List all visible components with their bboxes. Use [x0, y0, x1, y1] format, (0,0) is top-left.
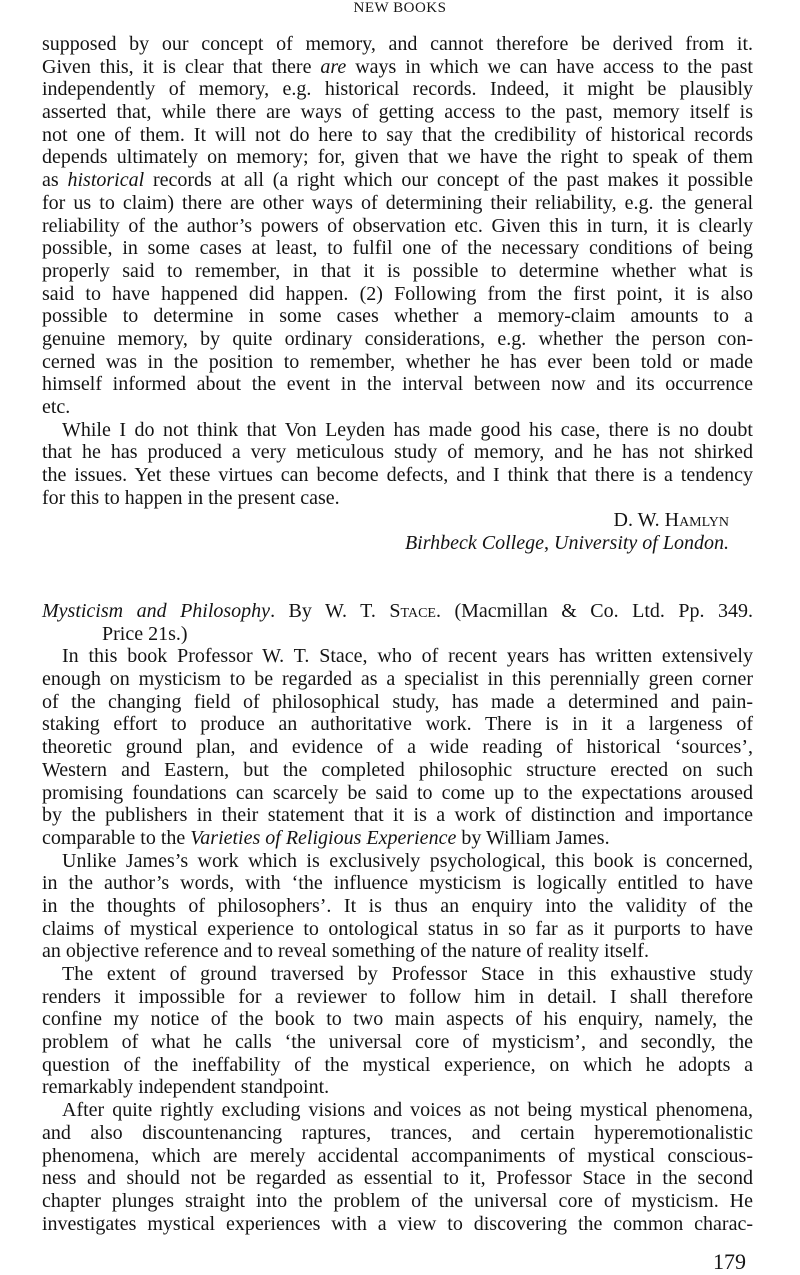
italic-text: Varieties of Religious Experience [190, 826, 457, 849]
text-segment: investigates mystical experiences with a view to discovering the common charac- [42, 1212, 753, 1235]
text-segment: question of the ineffability of the mystical experience, on which he adopts a [42, 1053, 753, 1076]
text-line [42, 804, 753, 827]
running-head: NEW BOOKS [353, 0, 447, 16]
text-line [42, 850, 753, 873]
line-content [42, 691, 753, 714]
text-segment: in the author’s words, with ‘the influence mysticism is logically entitled to have [42, 872, 753, 895]
text-segment: phenomena, which are merely accidental accompaniments of mystical conscious- [42, 1144, 753, 1167]
text-segment: While I do not think that Von Leyden has made good his case, there is no doubt [62, 418, 753, 441]
line-content [42, 487, 340, 510]
text-line [42, 305, 753, 328]
line-content [42, 804, 753, 827]
text-line [42, 124, 753, 147]
text-segment: possible to determine in some cases whether a memory-claim amounts to a [42, 305, 753, 328]
text-line [42, 464, 753, 487]
line-content [62, 1099, 753, 1122]
text-segment: Given this, it is clear that there [42, 55, 321, 78]
text-line [42, 260, 753, 283]
line-content [42, 1008, 753, 1031]
text-line [42, 487, 753, 510]
line-content [42, 328, 753, 351]
text-segment: chapter plunges straight into the problem of the universal core of mysticism. He [42, 1189, 753, 1212]
line-content [42, 101, 753, 124]
text-line [42, 283, 753, 306]
line-content [42, 237, 753, 260]
line-content [62, 963, 753, 986]
text-line [42, 78, 753, 101]
text-line [42, 351, 753, 374]
line-content [42, 283, 753, 306]
text-segment: independently of memory, e.g. historical records. Indeed, it might be plausibly [42, 78, 753, 101]
text-segment: cerned was in the position to remember, whether he has ever been told or made [42, 350, 753, 373]
italic-text: Mysticism and Philosophy [42, 600, 271, 622]
text-segment: and also discountenancing raptures, trances, and certain hyperemotionalistic [42, 1121, 753, 1144]
text-segment: not one of them. It will not do here to say that the credibility of historical records [42, 123, 753, 146]
text-segment: genuine memory, by quite ordinary considerations, e.g. whether the person con- [42, 327, 753, 350]
line-content [42, 1213, 753, 1236]
text-segment: etc. [42, 396, 71, 418]
text-segment: The extent of ground traversed by Professor Stace in this exhaustive study [62, 963, 753, 985]
text-segment: promising foundations can scarcely be said to come up to the expectations aroused [42, 781, 753, 804]
text-line [42, 1031, 753, 1054]
text-line [42, 1099, 753, 1122]
text-line [42, 1008, 753, 1031]
text-line [42, 441, 753, 464]
text-segment: in the thoughts of philosophers’. It is thus an enquiry into the validity of the [42, 894, 753, 917]
line-content [42, 940, 649, 963]
review-text [42, 33, 753, 509]
line-content [42, 1076, 329, 1099]
line-content [62, 850, 753, 873]
italic-text: historical [67, 169, 145, 192]
italic-text: are [320, 55, 347, 78]
reviewer-university: University of London. [554, 532, 729, 555]
line-content [42, 872, 753, 895]
text-segment: . By W. T. [270, 600, 390, 622]
line-content [42, 396, 70, 419]
text-segment: Western and Eastern, but the completed philosophic structure erected on such [42, 758, 753, 781]
review-stace-mysticism [42, 600, 753, 1235]
text-line [42, 759, 753, 782]
text-segment: claims of mystical experience to ontological status in so far as it purports to have [42, 917, 753, 940]
review-text [42, 600, 753, 1235]
text-segment: supposed by our concept of memory, and cannot therefore be derived from it. [42, 33, 753, 55]
line-content [42, 736, 753, 759]
text-line [42, 940, 753, 963]
text-segment: as [42, 169, 68, 192]
line-content [42, 1054, 753, 1077]
text-line [42, 691, 753, 714]
text-line [42, 623, 753, 646]
line-content [42, 895, 753, 918]
text-segment: himself informed about the event in the interval between now and its occurrence [42, 373, 753, 396]
text-line [42, 1167, 753, 1190]
text-line [42, 713, 753, 736]
reviewer-college: Birhbeck College [404, 532, 544, 555]
text-line [42, 1145, 753, 1168]
text-line [42, 668, 753, 691]
text-line [42, 169, 753, 192]
text-segment: problem of what he calls ‘the universal core of mysticism’, and secondly, the [42, 1031, 753, 1054]
text-line [42, 1122, 753, 1145]
text-line [42, 146, 753, 169]
reviewer-surname: Hamlyn [664, 509, 729, 532]
text-line [42, 56, 753, 79]
line-content [42, 169, 753, 192]
text-segment: by the publishers in their statement that it is a work of distinction and importance [42, 804, 753, 827]
line-content [42, 146, 753, 169]
text-line [42, 1076, 753, 1099]
reviewer-name [42, 509, 753, 532]
book-heading-line [42, 600, 753, 623]
text-segment: In this book Professor W. T. Stace, who of recent years has written extensively [62, 645, 753, 668]
line-content [42, 215, 753, 238]
text-segment: records at all (a right which our concept of the past makes it possible [144, 169, 753, 192]
line-content [42, 192, 753, 215]
text-segment: remarkably independent standpoint. [42, 1076, 330, 1099]
text-segment: that he has produced a very meticulous study of memory, and he has not shirked [42, 441, 753, 464]
text-line [42, 215, 753, 238]
text-line [42, 328, 753, 351]
text-segment: an objective reference and to reveal something of the nature of reality itself. [42, 940, 649, 963]
text-line [42, 1190, 753, 1213]
line-content [42, 464, 753, 487]
text-line [42, 986, 753, 1009]
review-hamlyn-conclusion [42, 33, 753, 555]
line-content [42, 1167, 753, 1190]
text-segment: depends ultimately on memory; for, given that we have the right to speak of them [42, 146, 753, 169]
line-content [42, 668, 753, 691]
line-content [42, 124, 753, 147]
text-line [42, 419, 753, 442]
line-content [42, 56, 753, 79]
text-segment: properly said to remember, in that it is possible to determine whether what is [42, 259, 753, 282]
page-number: 179 [713, 1249, 746, 1274]
line-content [42, 441, 753, 464]
reviewer-initials: D. W. [613, 509, 665, 532]
text-segment: . (Macmillan & Co. Ltd. Pp. 349. [435, 600, 753, 622]
line-content [42, 1122, 753, 1145]
text-segment: reliability of the author’s powers of observation etc. Given this in turn, it is clearly [42, 214, 753, 237]
text-segment: of the changing field of philosophical study, has made a determined and pain- [42, 690, 753, 713]
text-line [42, 237, 753, 260]
line-content [42, 373, 753, 396]
text-line [42, 373, 753, 396]
text-line [42, 895, 753, 918]
line-content [42, 782, 753, 805]
text-line [42, 963, 753, 986]
small-caps-name: Stace [389, 600, 436, 622]
text-segment: ness and should not be regarded as essential to it, Professor Stace in the second [42, 1167, 753, 1190]
line-content [62, 419, 753, 442]
line-content [42, 918, 753, 941]
affiliation-separator: , [544, 532, 554, 555]
line-content [42, 1190, 753, 1213]
text-segment: for this to happen in the present case. [42, 486, 340, 509]
text-segment: by William James. [456, 826, 610, 849]
line-content [42, 600, 753, 623]
line-content [102, 623, 188, 646]
line-content [42, 351, 753, 374]
text-segment: enough on mysticism to be regarded as a specialist in this perennially green corner [42, 668, 753, 691]
line-content [42, 78, 753, 101]
text-segment: Price 21s.) [102, 622, 188, 645]
line-content [42, 759, 753, 782]
text-line [42, 782, 753, 805]
line-content [42, 713, 753, 736]
text-line [42, 101, 753, 124]
text-segment: said to have happened did happen. (2) Following from the first point, it is also [42, 282, 753, 305]
line-content [42, 1145, 753, 1168]
line-content [42, 986, 753, 1009]
text-segment: the issues. Yet these virtues can become defects, and I think that there is a tendency [42, 464, 753, 487]
text-line [42, 192, 753, 215]
text-line [42, 736, 753, 759]
text-segment: comparable to the [42, 826, 191, 849]
text-line [42, 918, 753, 941]
text-segment: staking effort to produce an authoritative work. There is in it a largeness of [42, 713, 753, 736]
line-content [42, 827, 610, 850]
reviewer-affiliation [42, 532, 753, 555]
text-segment: renders it impossible for a reviewer to follow him in detail. I shall therefore [42, 985, 753, 1008]
text-segment: possible, in some cases at least, to fulfil one of the necessary conditions of being [42, 237, 753, 260]
text-line [42, 645, 753, 668]
text-line [42, 33, 753, 56]
line-content [42, 305, 753, 328]
text-line [42, 872, 753, 895]
text-segment: Unlike James’s work which is exclusively psychological, this book is concerned, [62, 849, 753, 872]
text-segment: ways in which we can have access to the past [346, 55, 753, 78]
text-line [42, 827, 753, 850]
line-content [62, 645, 753, 668]
text-line [42, 1054, 753, 1077]
line-content [42, 260, 753, 283]
text-segment: confine my notice of the book to two main aspects of his enquiry, namely, the [42, 1008, 753, 1031]
text-line [42, 1213, 753, 1236]
text-segment: for us to claim) there are other ways of determining their reliability, e.g. the general [42, 191, 753, 214]
text-segment: theoretic ground plan, and evidence of a wide reading of historical ‘sources’, [42, 736, 753, 759]
line-content [42, 1031, 753, 1054]
text-segment: After quite rightly excluding visions and voices as not being mystical phenomena, [62, 1099, 753, 1122]
text-line [42, 396, 753, 419]
line-content [42, 33, 753, 56]
text-segment: asserted that, while there are ways of getting access to the past, memory itself is [42, 101, 753, 124]
